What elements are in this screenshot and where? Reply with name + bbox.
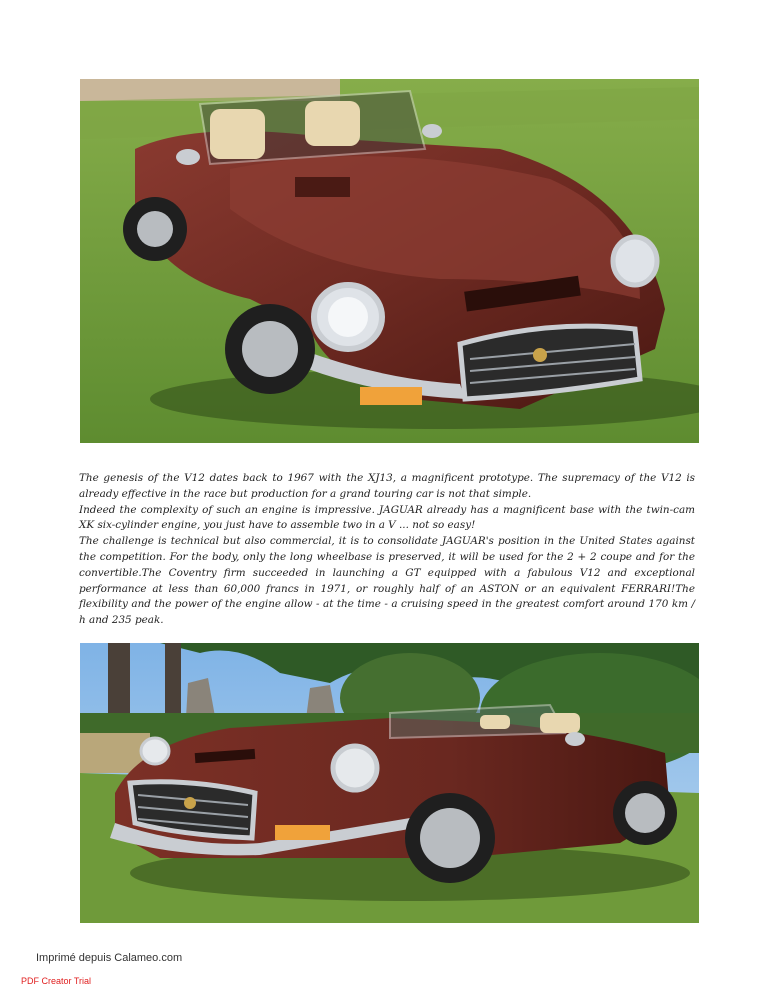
article-body: [79, 471, 695, 629]
article-paragraph: The challenge is technical but also commercial, it is to consolidate JAGUAR's position in the United States against the competition. For the body, only the long wheelbase is preserved, it will be used for the 2 + 2 coupe and for the convertible.The Coventry firm succeeded in launching a GT equipped with a fabulous V12 and exceptional performance at less than 60,000 francs in 1971, or roughly half of an ASTON or an equivalent FERRARI!The flexibility and the power of the engine allow - at the time - a cruising speed in the greatest comfort around 170 km / h and 235 peak.: [79, 535, 695, 627]
car-illustration-top: [80, 79, 699, 443]
trial-notice: PDF Creator Trial: [21, 976, 92, 986]
car-photo-bottom: [80, 643, 699, 923]
article-paragraph: The genesis of the V12 dates back to 1967 with the XJ13, a magnificent prototype. The supremacy of the V12 is already effective in the race but production for a grand touring car is not that simple.: [79, 472, 695, 500]
car-photo-top: [80, 79, 699, 443]
printed-by-caption: Imprimé depuis Calameo.com: [36, 952, 183, 964]
article-paragraph: Indeed the complexity of such an engine is impressive. JAGUAR already has a magnificent base with the twin-cam XK six-cylinder engine, you just have to assemble two in a V ... not so easy!: [79, 503, 695, 532]
car-illustration-bottom: [80, 643, 699, 923]
